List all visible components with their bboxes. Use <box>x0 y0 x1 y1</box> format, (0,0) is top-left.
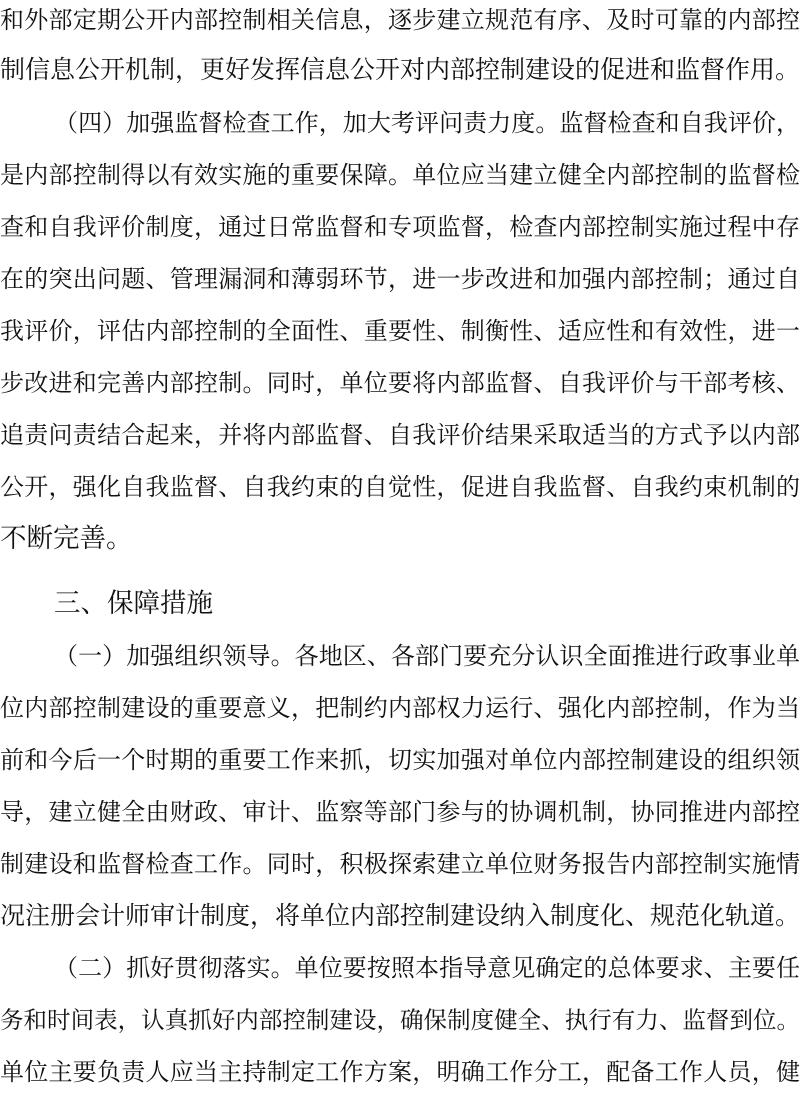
text-line-13: （一）加强组织领导。各地区、各部门要充分认识全面推进行政事业单 <box>54 642 800 670</box>
text-line-8: 步改进和完善内部控制。同时，单位要将内部监督、自我评价与干部考核、 <box>0 369 800 397</box>
text-line-6: 在的突出问题、管理漏洞和薄弱环节，进一步改进和加强内部控制；通过自 <box>0 265 800 293</box>
text-line-16: 导，建立健全由财政、审计、监察等部门参与的协调机制，协同推进内部控 <box>0 798 800 826</box>
text-line-1: 和外部定期公开内部控制相关信息，逐步建立规范有序、及时可靠的内部控 <box>0 6 800 34</box>
text-line-15: 前和今后一个时期的重要工作来抓，切实加强对单位内部控制建设的组织领 <box>0 746 800 774</box>
text-line-4: 是内部控制得以有效实施的重要保障。单位应当建立健全内部控制的监督检 <box>0 161 800 189</box>
text-line-18: 况注册会计师审计制度，将单位内部控制建设纳入制度化、规范化轨道。 <box>0 901 800 930</box>
text-line-21: 单位主要负责人应当主持制定工作方案，明确工作分工，配备工作人员，健 <box>0 1058 800 1086</box>
text-line-11: 不断完善。 <box>0 523 133 554</box>
section-heading: 三、保障措施 <box>54 588 213 619</box>
text-line-14: 位内部控制建设的重要意义，把制约内部权力运行、强化内部控制，作为当 <box>0 694 800 722</box>
text-line-20: 务和时间表，认真抓好内部控制建设，确保制度健全、执行有力、监督到位。 <box>0 1006 800 1034</box>
text-line-17: 制建设和监督检查工作。同时，积极探索建立单位财务报告内部控制实施情 <box>0 850 800 878</box>
text-line-5: 查和自我评价制度，通过日常监督和专项监督，检查内部控制实施过程中存 <box>0 213 800 241</box>
text-line-19: （二）抓好贯彻落实。单位要按照本指导意见确定的总体要求、主要任 <box>54 954 800 982</box>
text-line-3: （四）加强监督检查工作，加大考评问责力度。监督检查和自我评价， <box>54 109 800 137</box>
text-line-2: 制信息公开机制，更好发挥信息公开对内部控制建设的促进和监督作用。 <box>0 55 800 84</box>
text-line-10: 公开，强化自我监督、自我约束的自觉性，促进自我监督、自我约束机制的 <box>0 473 800 501</box>
text-line-7: 我评价，评估内部控制的全面性、重要性、制衡性、适应性和有效性，进一 <box>0 317 800 345</box>
text-line-9: 追责问责结合起来，并将内部监督、自我评价结果采取适当的方式予以内部 <box>0 421 800 449</box>
